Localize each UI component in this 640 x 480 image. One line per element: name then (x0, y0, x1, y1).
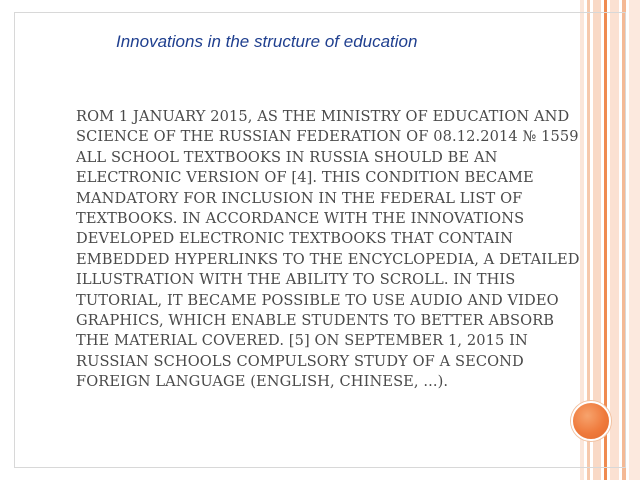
slide-body-text: ROM 1 JANUARY 2015, AS THE MINISTRY OF EDUCATION AND SCIENCE OF THE RUSSIAN FEDERATION OF 08.12.2014 № 1559 ALL SCHOOL TEXTBOOKS IN RUSSIA SHOULD BE AN ELECTRONIC VERSION OF [4]. THIS CONDITION BECAME MANDATORY FOR INCLUSION IN THE FEDERAL LIST OF TEXTBOOKS. IN ACCORDANCE WITH THE INNOVATIONS DEVELOPED ELECTRONIC TEXTBOOKS THAT CONTAIN EMBEDDED HYPERLINKS TO THE ENCYCLOPEDIA, A DETAILED ILLUSTRATION WITH THE ABILITY TO SCROLL. IN THIS TUTORIAL, IT BECAME POSSIBLE TO USE AUDIO AND VIDEO GRAPHICS, WHICH ENABLE STUDENTS TO BETTER ABSORB THE MATERIAL COVERED. [5] ON SEPTEMBER 1, 2015 IN RUSSIAN SCHOOLS COMPULSORY STUDY OF A SECOND FOREIGN LANGUAGE (ENGLISH, CHINESE, ...). (76, 108, 580, 391)
stripe (629, 0, 640, 480)
orange-circle-icon (571, 401, 611, 441)
slide-title: Innovations in the structure of education (116, 32, 418, 51)
